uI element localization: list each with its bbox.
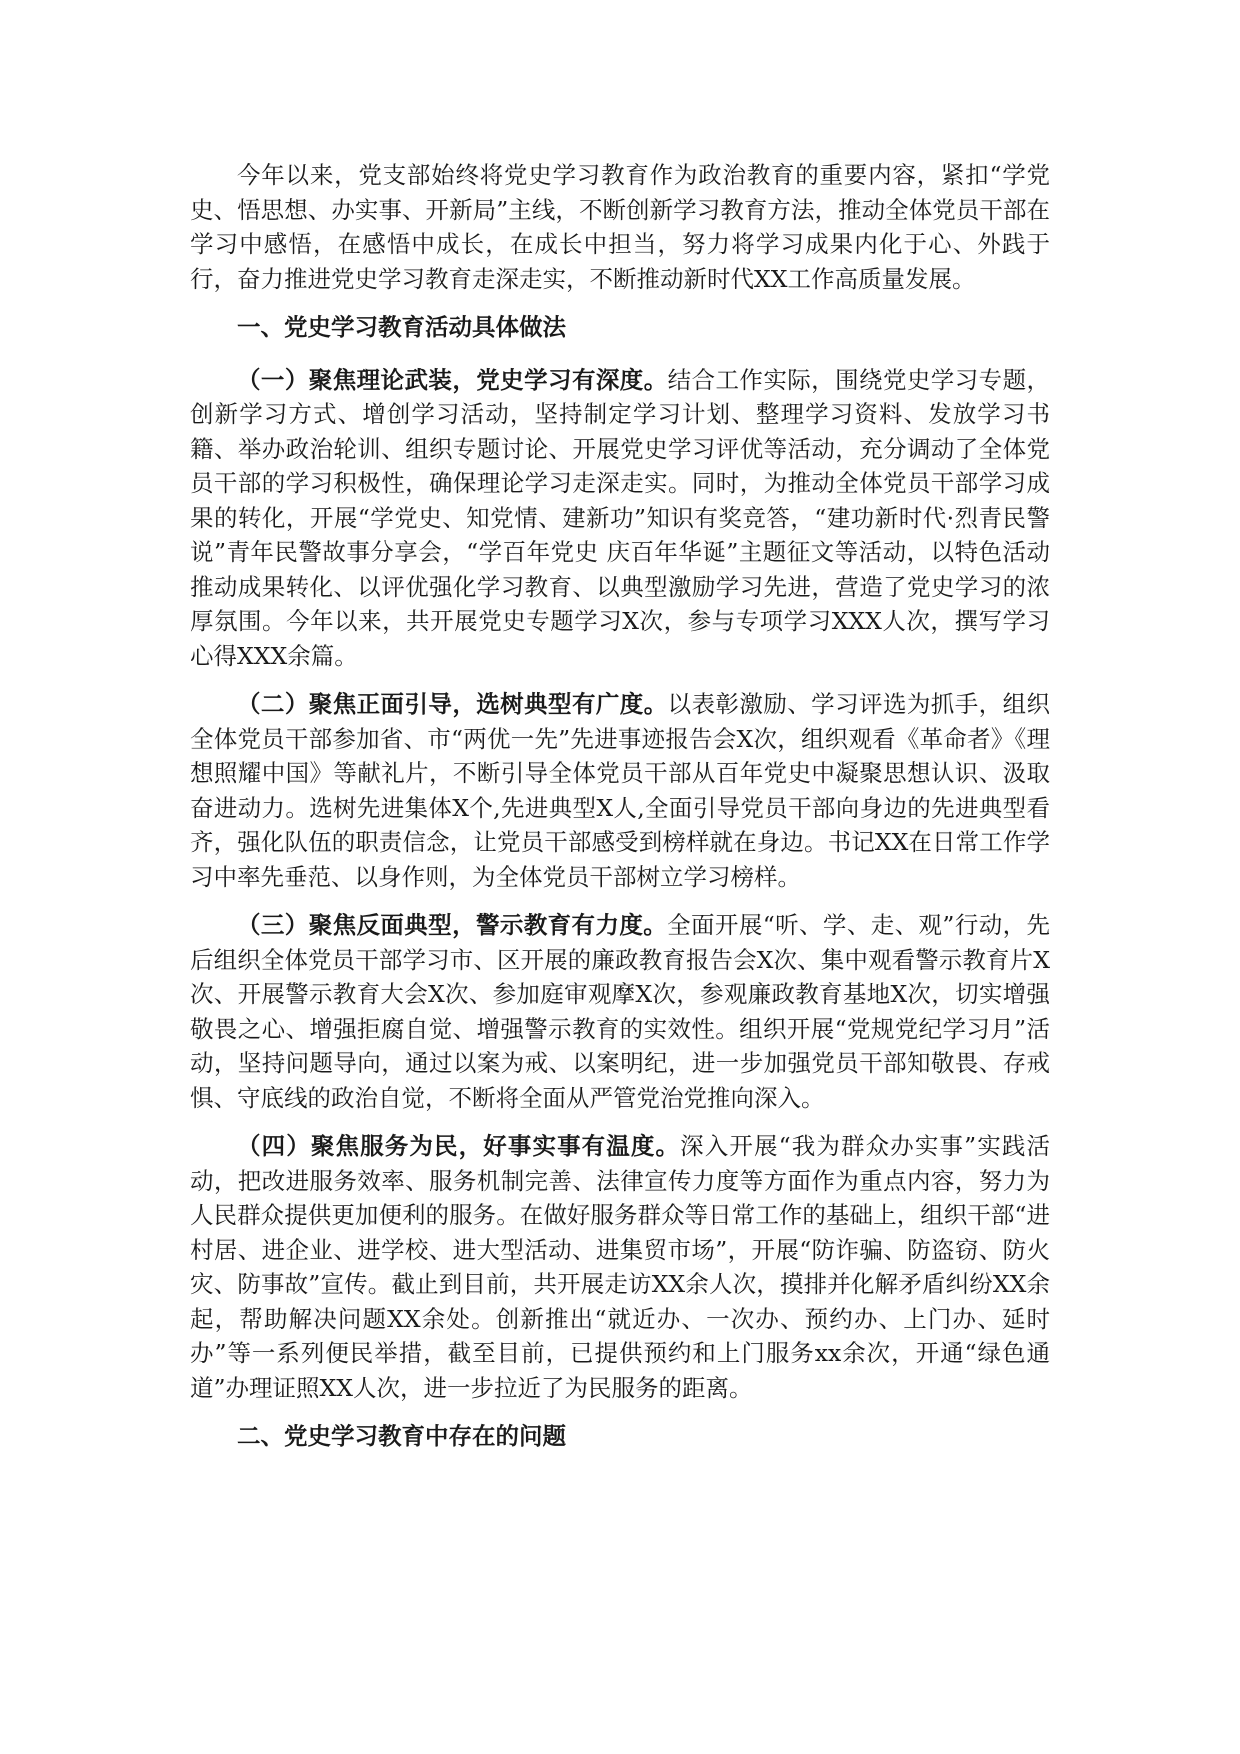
paragraph-item-1 xyxy=(190,363,1050,674)
paragraph-item-2 xyxy=(190,687,1050,894)
paragraph-lead: （二）聚焦正面引导，选树典型有广度。 xyxy=(237,690,668,718)
paragraph-item-4 xyxy=(190,1129,1050,1405)
paragraph-text: 全面开展“听、学、走、观”行动，先后组织全体党员干部学习市、区开展的廉政教育报告会X次、集中观看警示教育片X次、开展警示教育大会X次、参加庭审观摩X次，参观廉政教育基地X次，切实增强敬畏之心、增强拒腐自觉、增强警示教育的实效性。组织开展“党规党纪学习月”活动，坚持问题导向，通过以案为戒、以案明纪，进一步加强党员干部知敬畏、存戒惧、守底线的政治自觉，不断将全面从严管党治党推向深入。 xyxy=(190,911,1051,1112)
section-heading-2: 二、党史学习教育中存在的问题 xyxy=(237,1422,566,1450)
paragraph-lead: （三）聚焦反面典型，警示教育有力度。 xyxy=(237,911,668,939)
document-body xyxy=(190,158,1050,1472)
paragraph-item-3 xyxy=(190,908,1050,1115)
paragraph-text: 深入开展“我为群众办实事”实践活动，把改进服务效率、服务机制完善、法律宣传力度等方面作为重点内容，努力为人民群众提供更加便利的服务。在做好服务群众等日常工作的基础上，组织干部“进村居、进企业、进学校、进大型活动、进集贸市场”，开展“防诈骗、防盗窃、防火灾、防事故”宣传。截止到目前，共开展走访XX余人次，摸排并化解矛盾纠纷XX余起，帮助解决问题XX余处。创新推出“就近办、一次办、预约办、上门办、延时办”等一系列便民举措，截至目前，已提供预约和上门服务xx余次，开通“绿色通道”办理证照XX人次，进一步拉近了为民服务的距离。 xyxy=(190,1132,1051,1402)
section-heading-1: 一、党史学习教育活动具体做法 xyxy=(237,313,566,341)
paragraph-text: 以表彰激励、学习评选为抓手，组织全体党员干部参加省、市“两优一先”先进事迹报告会X次，组织观看《革命者》《理想照耀中国》等献礼片，不断引导全体党员干部从百年党史中凝聚思想认识、汲取奋进动力。选树先进集体X个,先进典型X人,全面引导党员干部向身边的先进典型看齐，强化队伍的职责信念，让党员干部感受到榜样就在身边。书记XX在日常工作学习中率先垂范、以身作则，为全体党员干部树立学习榜样。 xyxy=(190,690,1051,891)
paragraph-lead: （一）聚焦理论武装，党史学习有深度。 xyxy=(237,365,668,394)
intro-paragraph: 今年以来，党支部始终将党史学习教育作为政治教育的重要内容，紧扣“学党史、悟思想、办实事、开新局”主线，不断创新学习教育方法，推动全体党员干部在学习中感悟，在感悟中成长，在成长中担当，努力将学习成果内化于心、外践于行，奋力推进党史学习教育走深走实，不断推动新时代XX工作高质量发展。 xyxy=(190,161,1050,293)
paragraph-lead: （四）聚焦服务为民，好事实事有温度。 xyxy=(237,1132,681,1160)
paragraph-text: 结合工作实际，围绕党史学习专题，创新学习方式、增创学习活动，坚持制定学习计划、整理学习资料、发放学习书籍、举办政治轮训、组织专题讨论、开展党史学习评优等活动，充分调动了全体党员干部的学习积极性，确保理论学习走深走实。同时，为推动全体党员干部学习成果的转化，开展“学党史、知党情、建新功”知识有奖竞答，“建功新时代·烈青民警说”青年民警故事分享会，“学百年党史 庆百年华诞”主题征文等活动，以特色活动推动成果转化、以评优强化学习教育、以典型激励学习先进，营造了党史学习的浓厚氛围。今年以来，共开展党史专题学习X次，参与专项学习XXX人次，撰写学习心得XXX余篇。 xyxy=(190,365,1051,670)
